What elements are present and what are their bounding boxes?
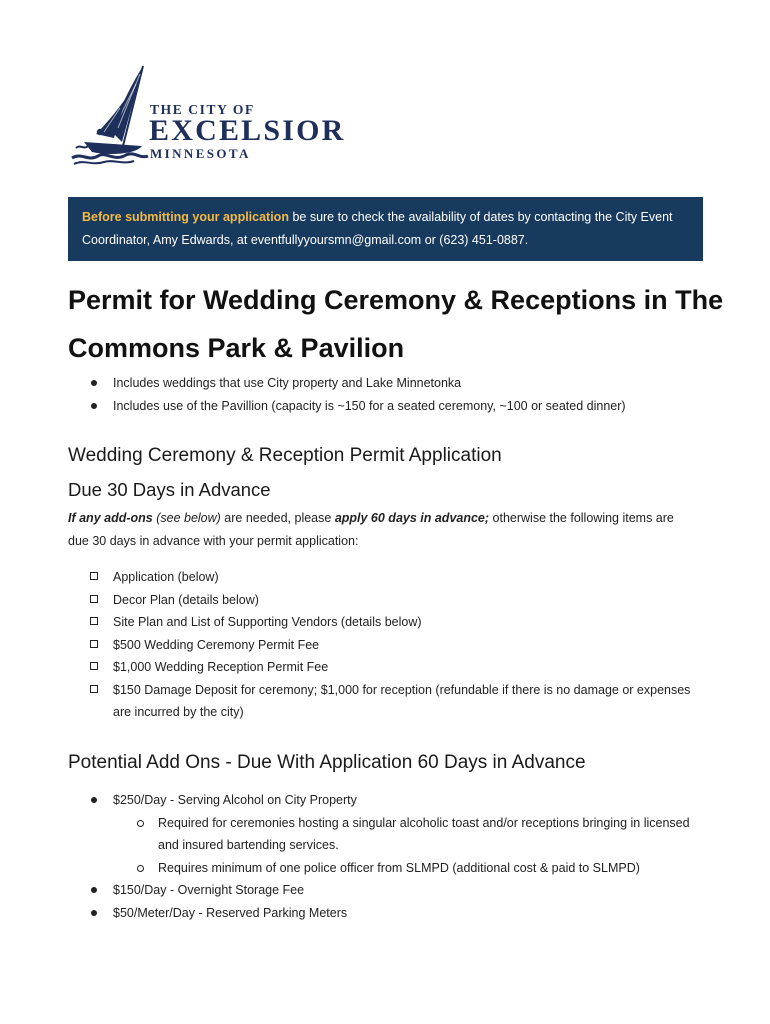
circle-bullet-icon bbox=[137, 865, 144, 872]
checkbox-icon bbox=[90, 595, 98, 603]
checklist-item: Site Plan and List of Supporting Vendors (details below) bbox=[113, 611, 693, 634]
list-item: $150/Day - Overnight Storage Fee bbox=[113, 879, 703, 902]
list-item: Includes use of the Pavillion (capacity is ~150 for a seated ceremony, ~100 or seated dinner) bbox=[113, 395, 733, 418]
city-logo bbox=[70, 62, 360, 166]
checklist-item: Application (below) bbox=[113, 566, 693, 589]
list-item: $50/Meter/Day - Reserved Parking Meters bbox=[113, 902, 703, 925]
circle-bullet-icon bbox=[137, 820, 144, 827]
instructions-paragraph: If any add-ons (see below) are needed, please apply 60 days in advance; otherwise the following items are due 30 days in advance with your permit application: bbox=[68, 511, 674, 548]
logo-text-line1: THE CITY OF bbox=[150, 102, 255, 117]
requirements-checklist bbox=[113, 566, 693, 724]
logo-text-line3: MINNESOTA bbox=[150, 146, 251, 161]
checkbox-icon bbox=[90, 617, 98, 625]
checkbox-icon bbox=[90, 640, 98, 648]
bullet-icon bbox=[91, 403, 97, 409]
checklist-item: $150 Damage Deposit for ceremony; $1,000 for reception (refundable if there is no damage or expenses are incurred by the city) bbox=[113, 679, 693, 724]
banner-highlight: Before submitting your application bbox=[82, 210, 289, 224]
addon-sublist bbox=[113, 812, 703, 880]
intro-bullet-list bbox=[113, 372, 733, 417]
checklist-item: $1,000 Wedding Reception Permit Fee bbox=[113, 656, 693, 679]
logo-text-line2: EXCELSIOR bbox=[149, 114, 346, 147]
list-item: Required for ceremonies hosting a singular alcoholic toast and/or receptions bringing in licensed and insured bartending services. bbox=[158, 812, 703, 857]
section-heading: Wedding Ceremony & Reception Permit Application bbox=[68, 445, 502, 466]
sailboat-icon bbox=[70, 62, 150, 166]
list-item: $250/Day - Serving Alcohol on City Property Required for ceremonies hosting a singular alcoholic toast and/or receptions bringing in licensed and insured bartending services. Requires minimum of one police officer from SLMPD (additional cost & paid to SLMPD) bbox=[113, 789, 703, 879]
checkbox-icon bbox=[90, 662, 98, 670]
page-title: Permit for Wedding Ceremony & Receptions in The Commons Park & Pavilion bbox=[68, 285, 724, 363]
bullet-icon bbox=[91, 797, 97, 803]
bullet-icon bbox=[91, 380, 97, 386]
checklist-item: $500 Wedding Ceremony Permit Fee bbox=[113, 634, 693, 657]
banner-text: be sure to check the availability of dates by contacting the City Event Coordinator, Amy Edwards, at eventfullyyoursmn@gmail.com or (623) 451-0887. bbox=[82, 210, 673, 247]
checkbox-icon bbox=[90, 572, 98, 580]
bullet-icon bbox=[91, 910, 97, 916]
notice-banner bbox=[68, 197, 703, 261]
list-item: Requires minimum of one police officer from SLMPD (additional cost & paid to SLMPD) bbox=[158, 857, 703, 880]
bullet-icon bbox=[91, 887, 97, 893]
checkbox-icon bbox=[90, 685, 98, 693]
addons-list bbox=[113, 789, 703, 924]
section-subheading: Due 30 Days in Advance bbox=[68, 479, 271, 500]
list-item: Includes weddings that use City property and Lake Minnetonka bbox=[113, 372, 733, 395]
addons-heading: Potential Add Ons - Due With Application 60 Days in Advance bbox=[68, 752, 586, 773]
checklist-item: Decor Plan (details below) bbox=[113, 589, 693, 612]
